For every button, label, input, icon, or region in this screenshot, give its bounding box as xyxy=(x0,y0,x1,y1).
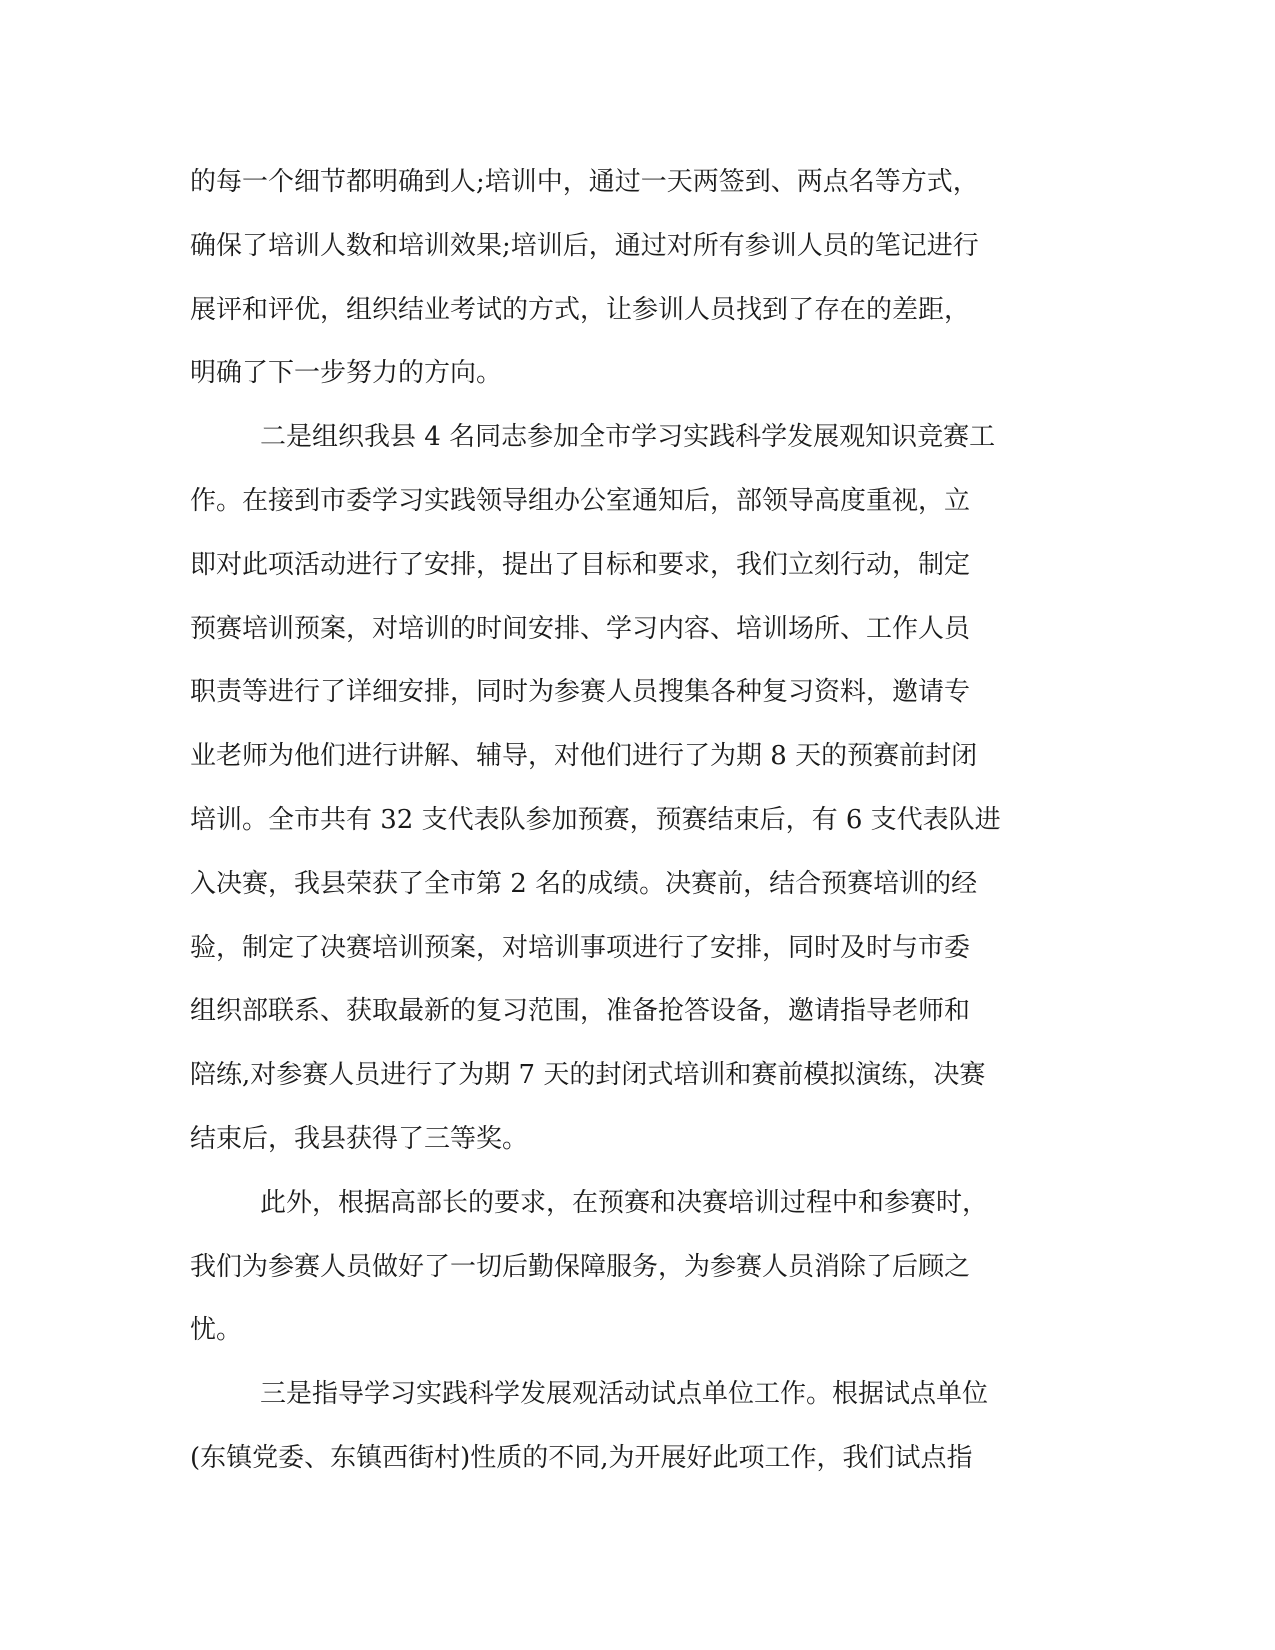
text-line: 确保了培训人数和培训效果;培训后，通过对所有参训人员的笔记进行 xyxy=(190,230,979,261)
text-line: 陪练,对参赛人员进行了为期 7 天的封闭式培训和赛前模拟演练，决赛 xyxy=(190,1060,986,1091)
text-line: 培训。全市共有 32 支代表队参加预赛，预赛结束后，有 6 支代表队进 xyxy=(190,804,1001,835)
text-line: 作。在接到市委学习实践领导组办公室通知后，部领导高度重视，立 xyxy=(190,485,971,516)
text-line: 我们为参赛人员做好了一切后勤保障服务，为参赛人员消除了后顾之 xyxy=(190,1251,971,1282)
text-line: 结束后，我县获得了三等奖。 xyxy=(190,1123,529,1154)
text-line: 忧。 xyxy=(190,1315,243,1346)
paragraph-start-line: 三是指导学习实践科学发展观活动试点单位工作。根据试点单位 xyxy=(260,1379,989,1410)
text-line: 业老师为他们进行讲解、辅导，对他们进行了为期 8 天的预赛前封闭 xyxy=(190,741,978,772)
text-line: 职责等进行了详细安排，同时为参赛人员搜集各种复习资料，邀请专 xyxy=(190,677,971,708)
text-line: 入决赛，我县荣获了全市第 2 名的成绩。决赛前，结合预赛培训的经 xyxy=(190,868,978,899)
paragraph-start-line: 此外，根据高部长的要求，在预赛和决赛培训过程中和参赛时， xyxy=(260,1187,989,1218)
paragraph-start-line: 二是组织我县 4 名同志参加全市学习实践科学发展观知识竞赛工 xyxy=(260,422,996,453)
document-body xyxy=(190,162,1070,1502)
text-line: 即对此项活动进行了安排，提出了目标和要求，我们立刻行动，制定 xyxy=(190,549,971,580)
text-line: 展评和评优，组织结业考试的方式，让参训人员找到了存在的差距， xyxy=(190,294,971,325)
text-line: 的每一个细节都明确到人;培训中，通过一天两签到、两点名等方式， xyxy=(190,167,979,197)
text-line: 验，制定了决赛培训预案，对培训事项进行了安排，同时及时与市委 xyxy=(190,932,971,963)
text-line: 预赛培训预案，对培训的时间安排、学习内容、培训场所、工作人员 xyxy=(190,613,971,644)
text-line: 明确了下一步努力的方向。 xyxy=(190,358,503,389)
text-line: 组织部联系、获取最新的复习范围，准备抢答设备，邀请指导老师和 xyxy=(190,996,971,1027)
text-line: (东镇党委、东镇西街村)性质的不同,为开展好此项工作，我们试点指 xyxy=(190,1442,973,1473)
